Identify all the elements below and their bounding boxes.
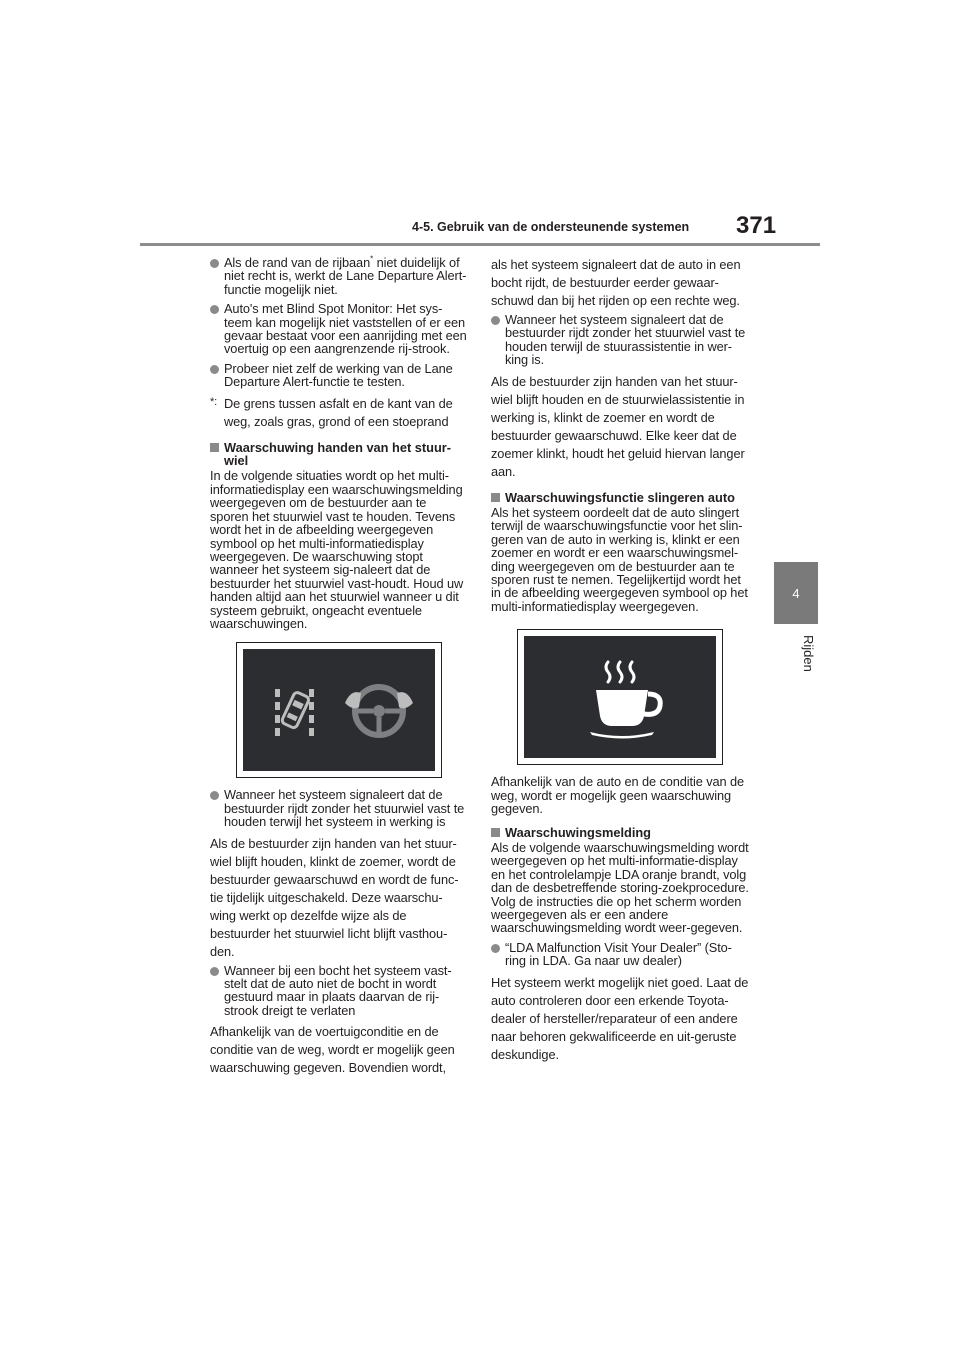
paragraph-dealer-check: Het systeem werkt mogelijk niet goed. Laat de auto controleren door een erkende Toyota-dealer of hersteller/reparateur of een andere naar behoren gekwalificeerde en uit-geruste deskundige.: [491, 974, 749, 1062]
paragraph-warning-message: Als de volgende waarschuwingsmelding wordt weergegeven op het multi-informatie-display en het controlelampje LDA oranje brandt, volg dan de desbetreffende storing-zoekprocedure. Volg de instructies die op het scherm worden weergegeven als er een andere waarschuwingsmelding wordt weer-gegeven.: [491, 839, 749, 936]
paragraph-hands-off-intro: In de volgende situaties wordt op het multi-informatiedisplay een waarschuwingsmelding weergegeven om de bestuurder aan te sporen het stuurwiel vast te houden. Tevens wordt het in de afbeelding weergegeven symbool op het multi-informatiedisplay weergegeven. De waarschuwing stopt wanneer het systeem sig-naleert dat de bestuurder het stuurwiel vast-houdt. Houd uw handen altijd aan het stuurwiel wanneer u dit systeem gebruikt, ongeacht eventuele waarschuwingen.: [210, 468, 464, 631]
chapter-tab-number: 4: [792, 585, 800, 601]
bullet-lda-malfunction: “LDA Malfunction Visit Your Dealer” (Sto-ring in LDA. Ga naar uw dealer): [491, 941, 749, 968]
heading-hands-off-warning: Waarschuwing handen van het stuur-wiel: [210, 441, 468, 468]
bullet-do-not-test: Probeer niet zelf de werking van de Lane Departure Alert-functie te testen.: [210, 362, 468, 389]
bullet-lane-edge: Als de rand van de rijbaan* niet duidelijk of niet recht is, werkt de Lane Departure Alert-functie mogelijk niet.: [210, 256, 468, 296]
chapter-tab[interactable]: [774, 562, 818, 624]
paragraph-buzzer-disable: Als de bestuurder zijn handen van het stuur-wiel blijft houden, klinkt de zoemer, wordt de bestuurder gewaarschuwd en wordt de func-tie tijdelijk uitgeschakeld. Deze waarschu-wing werkt op dezelfde wijze als de bestuurder het stuurwiel licht blijft vasthou-den.: [210, 835, 459, 959]
coffee-cup-icon: [524, 636, 716, 758]
display-screen: [524, 636, 716, 758]
figure-sway-display: [517, 629, 723, 765]
bullet-curve-departure: Wanneer bij een bocht het systeem vast-stelt dat de auto niet de bocht in wordt gestuurd maar in plaats daarvan de rij-strook dreigt te verlaten: [210, 964, 468, 1018]
display-screen: [243, 649, 435, 771]
paragraph-sway-condition: Afhankelijk van de auto en de conditie van de weg, wordt er mogelijk geen waarschuwing gegeven.: [491, 774, 745, 817]
chapter-tab-label: Rijden: [801, 634, 816, 672]
left-column: [210, 256, 468, 1080]
bullet-no-hands-detected: Wanneer het systeem signaleert dat de bestuurder rijdt zonder het stuurwiel vast te houden terwijl het systeem in werking is: [210, 788, 468, 828]
right-column: [491, 256, 749, 1067]
paragraph-curve-earlier: als het systeem signaleert dat de auto in een bocht rijdt, de bestuurder eerder gewaar-schuwd dan bij het rijden op een rechte weg.: [491, 257, 741, 308]
hands-off-steering-icon: [243, 649, 435, 771]
heading-sway-warning: Waarschuwingsfunctie slingeren auto: [491, 491, 749, 504]
figure-hands-off-display: [236, 642, 442, 778]
paragraph-sway-intro: Als het systeem oordeelt dat de auto slingert terwijl de waarschuwingsfunctie voor het slin-geren van de auto in werking is, klinkt er een zoemer en wordt er een waarschuwingsmel-ding weergegeven om de bestuurder aan te sporen rust te nemen. Tegelijkertijd wordt het in de afbeelding weergegeven symbool op het multi-informatiedisplay weergegeven.: [491, 505, 748, 614]
paragraph-buzzer-longer: Als de bestuurder zijn handen van het stuur-wiel blijft houden en de stuurwielassistentie in werking is, klinkt de zoemer en wordt de bestuurder gewaarschuwd. Elke keer dat de zoemer klinkt, houdt het geluid hiervan langer aan.: [491, 373, 745, 479]
section-title: 4-5. Gebruik van de ondersteunende systemen: [412, 220, 690, 234]
heading-warning-message: Waarschuwingsmelding: [491, 826, 749, 839]
page-number: 371: [736, 212, 777, 239]
bullet-blind-spot: Auto's met Blind Spot Monitor: Het sys-teem kan mogelijk niet vaststellen of er een gevaar bestaat voor een aanrijding met een voertuig op een aangrenzende rij-strook.: [210, 302, 468, 356]
header-divider: [140, 243, 820, 246]
footnote: *: De grens tussen asfalt en de kant van de weg, zoals gras, grond of een stoeprand: [210, 395, 453, 429]
bullet-steering-assist: Wanneer het systeem signaleert dat de bestuurder rijdt zonder het stuurwiel vast te houden terwijl de stuurassistentie in wer-king is.: [491, 313, 749, 367]
paragraph-vehicle-condition: Afhankelijk van de voertuigconditie en de conditie van de weg, wordt er mogelijk geen waarschuwing gegeven. Bovendien wordt,: [210, 1024, 455, 1076]
